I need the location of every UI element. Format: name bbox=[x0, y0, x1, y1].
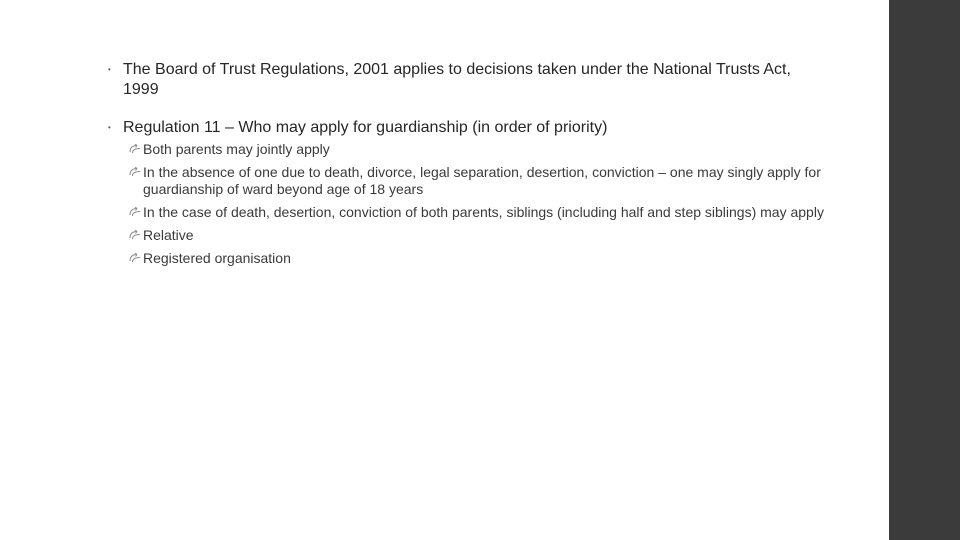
sub-bullet-list bbox=[108, 141, 828, 267]
sub-bullet-text: Relative bbox=[143, 227, 194, 243]
sub-bullet-item bbox=[129, 227, 828, 244]
curved-arrow-icon bbox=[129, 250, 143, 267]
curved-arrow-icon bbox=[129, 204, 143, 221]
bullet-text: Regulation 11 – Who may apply for guardianship (in order of priority) bbox=[123, 119, 608, 136]
sub-bullet-text: Both parents may jointly apply bbox=[143, 141, 330, 157]
sub-bullet-item bbox=[129, 141, 828, 158]
sub-bullet-item bbox=[129, 250, 828, 267]
bullet-item-1 bbox=[108, 60, 828, 100]
sub-bullet-item bbox=[129, 204, 828, 221]
sub-bullet-text: In the absence of one due to death, divorce, legal separation, desertion, conviction – one may singly apply for guardianship of ward beyond age of 18 years bbox=[143, 164, 821, 197]
sub-bullet-text: Registered organisation bbox=[143, 250, 291, 266]
bullet-text: The Board of Trust Regulations, 2001 applies to decisions taken under the National Trusts Act, 1999 bbox=[123, 61, 791, 98]
slide-content bbox=[108, 60, 828, 273]
sub-bullet-text: In the case of death, desertion, conviction of both parents, siblings (including half and step siblings) may apply bbox=[143, 204, 824, 220]
small-dot-icon: • bbox=[108, 123, 111, 132]
bullet-item-2 bbox=[108, 118, 828, 138]
side-accent-bar bbox=[889, 0, 960, 540]
curved-arrow-icon bbox=[129, 227, 143, 244]
sub-bullet-item bbox=[129, 164, 828, 198]
small-dot-icon: • bbox=[108, 65, 111, 74]
curved-arrow-icon bbox=[129, 141, 143, 158]
curved-arrow-icon bbox=[129, 164, 143, 181]
